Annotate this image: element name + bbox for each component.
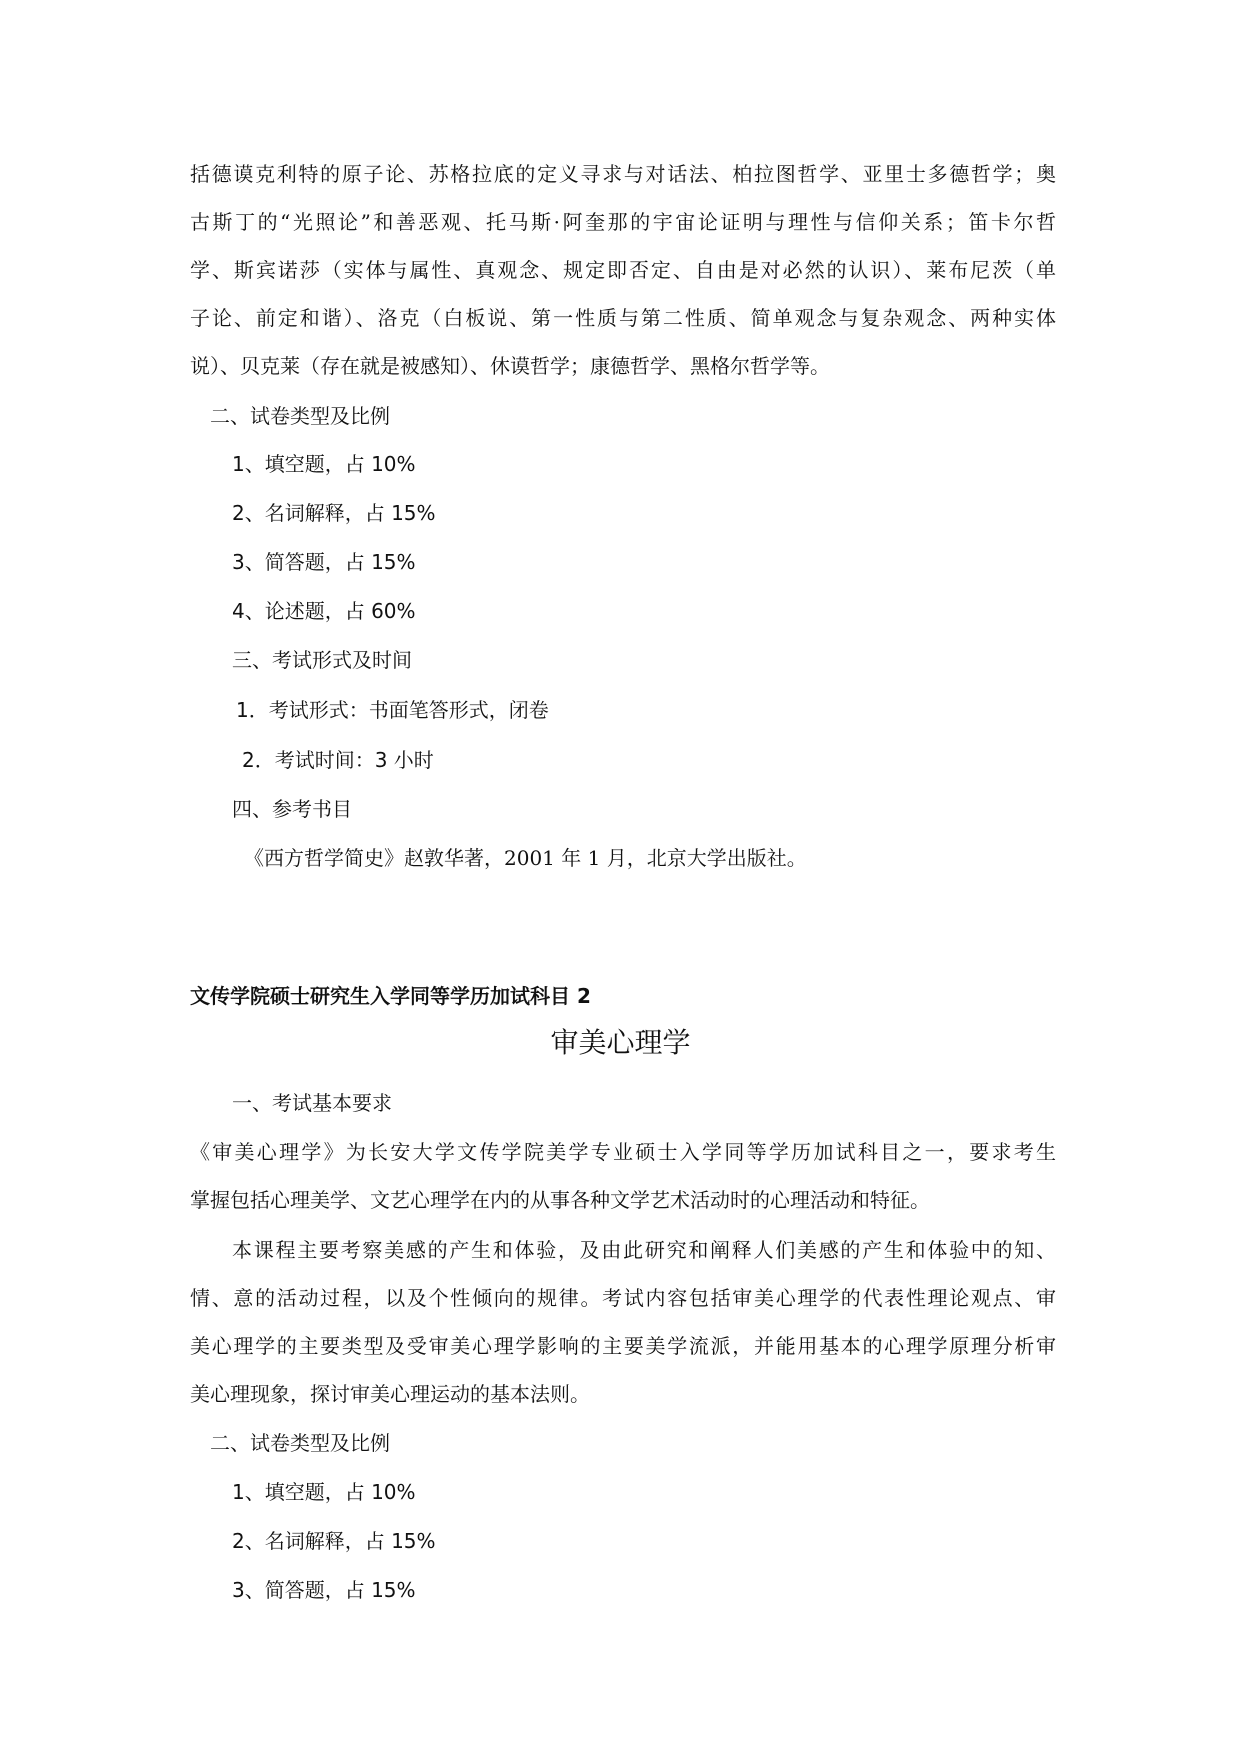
exam-types-heading-2: 二、试卷类型及比例 [210,1431,390,1455]
exam-type-item-2: 2、名词解释，占 15% [232,501,436,525]
exam-types-heading: 二、试卷类型及比例 [210,404,390,428]
exam-format-item-2: 2．考试时间：3 小时 [242,748,434,772]
para2-line-2: 情、意的活动过程，以及个性倾向的规律。考试内容包括审美心理学的代表性理论观点、审 [190,1286,1056,1310]
exam-type-item-4: 4、论述题，占 60% [232,599,416,623]
exam-type-item-3: 3、简答题，占 15% [232,550,416,574]
para2-line-4: 美心理现象，探讨审美心理运动的基本法则。 [190,1382,590,1406]
exam-format-heading: 三、考试形式及时间 [232,648,412,672]
exam-type-item-2-1: 1、填空题，占 10% [232,1480,416,1504]
reference-item: 《西方哲学简史》赵敦华著，2001 年 1 月，北京大学出版社。 [244,846,807,870]
section-heading: 文传学院硕士研究生入学同等学历加试科目 2 [190,984,591,1008]
exam-type-item-2-3: 3、简答题，占 15% [232,1578,416,1602]
basic-requirements-heading: 一、考试基本要求 [232,1091,392,1115]
exam-type-item-2-2: 2、名词解释，占 15% [232,1529,436,1553]
course-title: 审美心理学 [550,1026,691,1059]
para1-line-2: 掌握包括心理美学、文艺心理学在内的从事各种文学艺术活动时的心理活动和特征。 [190,1188,930,1212]
intro-line-5: 说）、贝克莱（存在就是被感知）、休谟哲学；康德哲学、黑格尔哲学等。 [190,354,830,378]
intro-line-4: 子论、前定和谐）、洛克（白板说、第一性质与第二性质、简单观念与复杂观念、两种实体 [190,306,1056,330]
intro-line-1: 括德谟克利特的原子论、苏格拉底的定义寻求与对话法、柏拉图哲学、亚里士多德哲学；奥 [190,162,1056,186]
para1-line-1: 《审美心理学》为长安大学文传学院美学专业硕士入学同等学历加试科目之一，要求考生 [190,1140,1056,1164]
para2-line-3: 美心理学的主要类型及受审美心理学影响的主要美学流派，并能用基本的心理学原理分析审 [190,1334,1056,1358]
para2-line-1: 本课程主要考察美感的产生和体验，及由此研究和阐释人们美感的产生和体验中的知、 [232,1238,1056,1262]
intro-line-3: 学、斯宾诺莎（实体与属性、真观念、规定即否定、自由是对必然的认识）、莱布尼茨（单 [190,258,1056,282]
exam-format-item-1: 1．考试形式：书面笔答形式，闭卷 [236,698,549,722]
exam-type-item-1: 1、填空题，占 10% [232,452,416,476]
intro-line-2: 古斯丁的“光照论”和善恶观、托马斯·阿奎那的宇宙论证明与理性与信仰关系；笛卡尔哲 [190,210,1056,234]
references-heading: 四、参考书目 [232,797,352,821]
